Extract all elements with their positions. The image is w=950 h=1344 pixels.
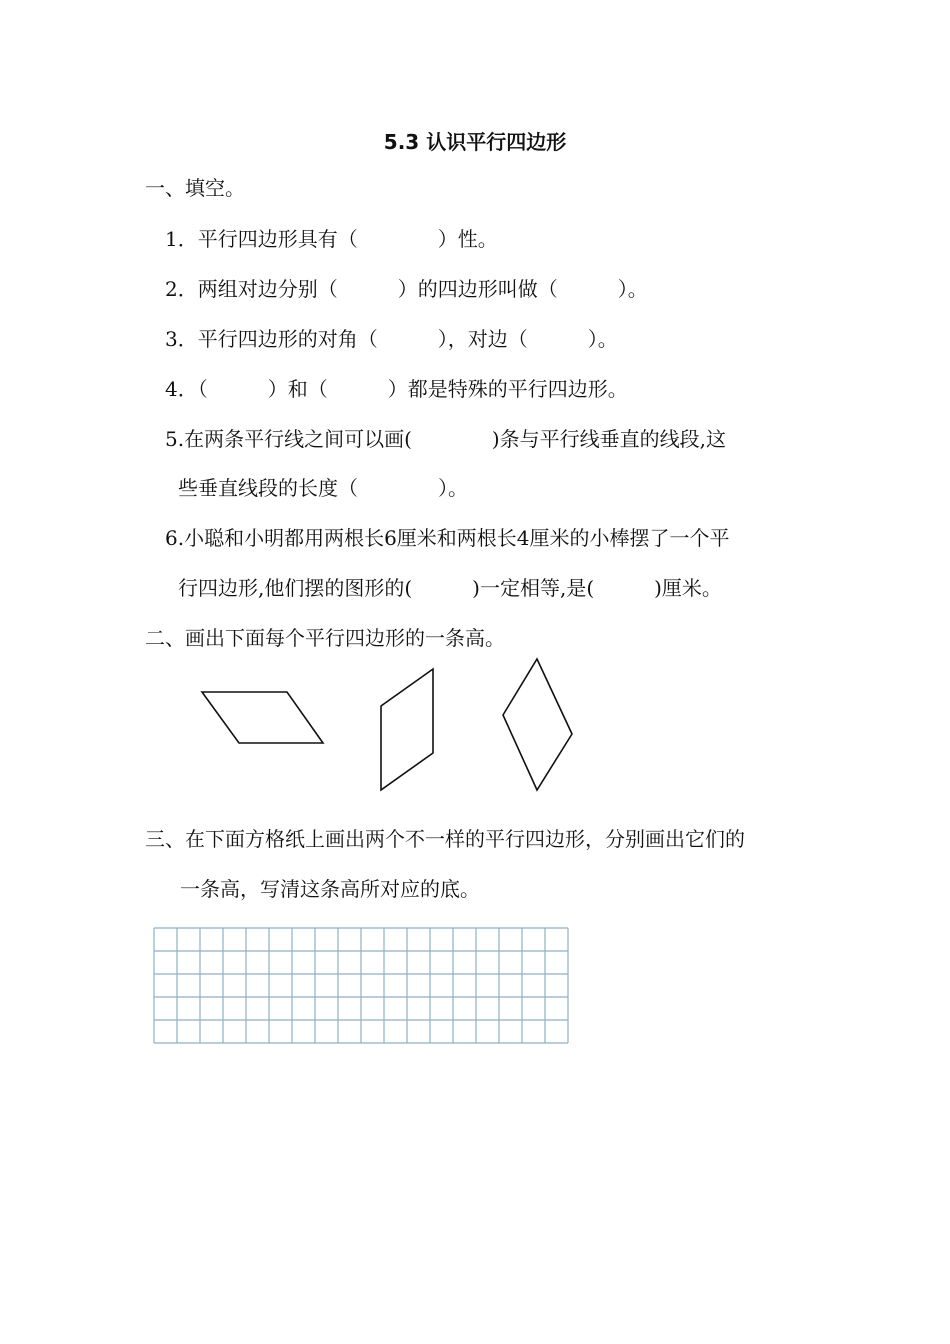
section-1-heading: 一、填空。	[145, 176, 245, 200]
section-2-heading: 二、画出下面每个平行四边形的一条高。	[145, 626, 505, 650]
question-3: 3．平行四边形的对角（ ），对边（ ）。	[165, 327, 618, 351]
question-6-line-1: 6.小聪和小明都用两根长6厘米和两根长4厘米的小棒摆了一个平	[165, 526, 730, 550]
question-1: 1．平行四边形具有（ ）性。	[165, 227, 498, 251]
page-title: 5.3 认识平行四边形	[383, 130, 567, 154]
question-2: 2．两组对边分别（ ）的四边形叫做（ ）。	[165, 277, 648, 301]
question-5-line-2: 些垂直线段的长度（ ）。	[178, 476, 468, 500]
section-3-heading-line-2: 一条高，写清这条高所对应的底。	[180, 877, 480, 901]
section-3-heading-line-1: 三、在下面方格纸上画出两个不一样的平行四边形，分别画出它们的	[145, 827, 745, 851]
question-4: 4．（ ）和（ ）都是特殊的平行四边形。	[165, 377, 628, 401]
question-5-line-1: 5.在两条平行线之间可以画( )条与平行线垂直的线段,这	[165, 427, 727, 451]
question-6-line-2: 行四边形,他们摆的图形的( )一定相等,是( )厘米。	[178, 576, 722, 600]
